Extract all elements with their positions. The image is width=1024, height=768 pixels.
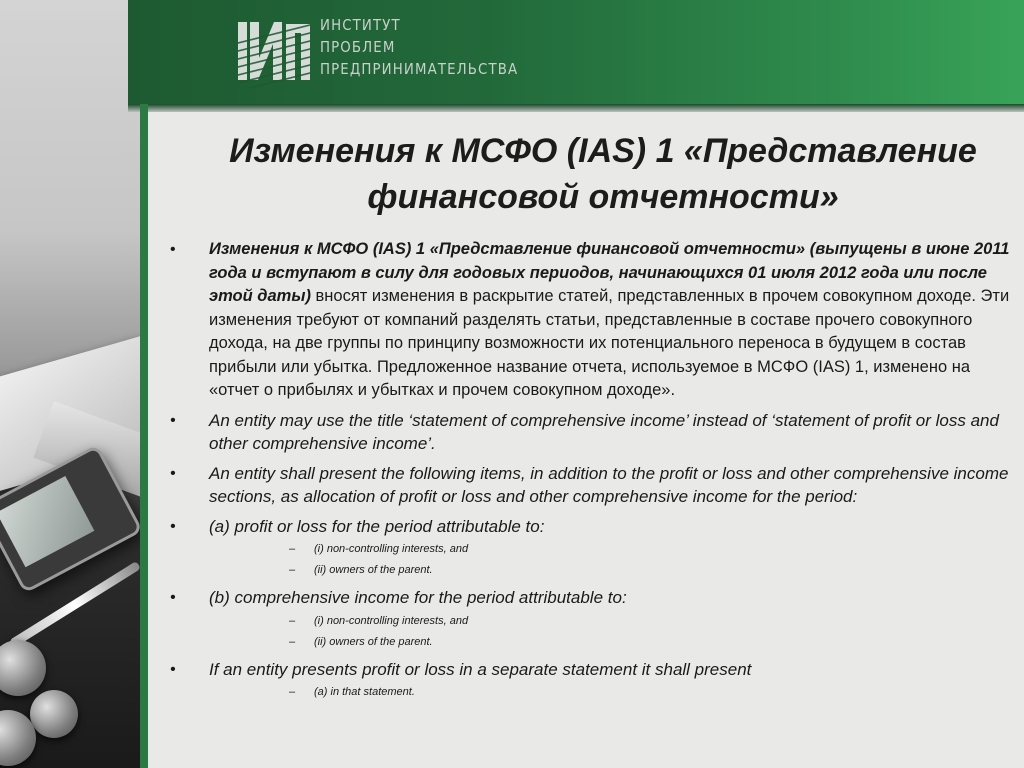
bullet-item [148, 586, 1016, 652]
bullet-item [148, 238, 1016, 403]
slide-title-line: финансовой отчетности» [367, 178, 839, 216]
sub-bullet-item [209, 683, 1016, 702]
bullet-item [148, 409, 1016, 456]
dash-icon: – [289, 543, 296, 555]
bullet-text: An entity may use the title ‘statement of comprehensive income’ instead of ‘statement of profit or loss and other comprehensive income’. [209, 410, 999, 453]
org-name [320, 14, 518, 80]
ipp-logo-icon [238, 14, 310, 88]
org-name-line: ИНСТИТУТ [320, 16, 401, 34]
bullet-text: If an entity presents profit or loss in a separate statement it shall present [209, 659, 752, 679]
org-name-line: ПРОБЛЕМ [320, 38, 396, 56]
bullet-item [148, 658, 1016, 703]
bullet-icon: • [170, 517, 176, 535]
photo-coin [30, 690, 78, 738]
slide-title [188, 128, 1018, 220]
slide-title-line: Изменения к МСФО (IAS) 1 «Представление [229, 132, 977, 170]
dash-icon: – [289, 635, 296, 648]
sub-bullet-item [209, 633, 1016, 652]
bullet-list [148, 238, 1016, 708]
bullet-bold-text: Изменения к МСФО (IAS) 1 «Представление финансовой отчетности» (выпущены в июне 2011 года и вступают в силу для годовых периодов, начинающихся 01 июля 2012 года или после этой даты) [209, 240, 1010, 305]
bullet-text: An entity shall present the following items, in addition to the profit or loss and other comprehensive income sections, as allocation of profit or loss and other comprehensive income for the period: [209, 463, 1009, 506]
bullet-icon: • [170, 241, 176, 258]
sub-bullet-item [209, 612, 1016, 631]
dash-icon: – [289, 614, 296, 627]
sub-bullet-text: (a) in that statement. [314, 686, 415, 698]
dash-icon: – [289, 686, 296, 698]
sub-bullet-item [209, 540, 1016, 559]
decorative-photo [0, 0, 140, 768]
header-shadow [128, 104, 1024, 112]
bullet-item [148, 462, 1016, 509]
left-accent-bar [140, 104, 148, 768]
bullet-icon: • [170, 464, 176, 482]
sub-bullet-text: (i) non-controlling interests, and [314, 614, 469, 627]
bullet-icon: • [170, 660, 176, 678]
bullet-item [148, 515, 1016, 581]
dash-icon: – [289, 564, 296, 576]
bullet-text: (b) comprehensive income for the period attributable to: [209, 588, 627, 607]
bullet-text: (a) profit or loss for the period attributable to: [209, 516, 545, 536]
sub-bullet-text: (ii) owners of the parent. [314, 635, 433, 648]
slide-content [148, 112, 1024, 768]
sub-bullet-text: (i) non-controlling interests, and [314, 543, 469, 555]
photo-calculator-screen [0, 476, 94, 567]
bullet-icon: • [170, 589, 176, 606]
org-name-line: ПРЕДПРИНИМАТЕЛЬСТВА [320, 60, 519, 78]
sub-bullet-item [209, 561, 1016, 580]
bullet-icon: • [170, 411, 176, 429]
photo-coin [0, 640, 46, 696]
sub-bullet-text: (ii) owners of the parent. [314, 564, 433, 576]
bullet-text: вносят изменения в раскрытие статей, представленных в прочем совокупном доходе. Эти изменения требуют от компаний разделять статьи, представленные в составе прочего совокупного дохода, на две группы по принципу возможности их потенциального переноса в будущем в состав прибыли или убытка. Предложенное название отчета, используемое в МСФО (IAS) 1, изменено на «отчет о прибылях и убытках и прочем совокупном доходе». [209, 287, 1010, 399]
